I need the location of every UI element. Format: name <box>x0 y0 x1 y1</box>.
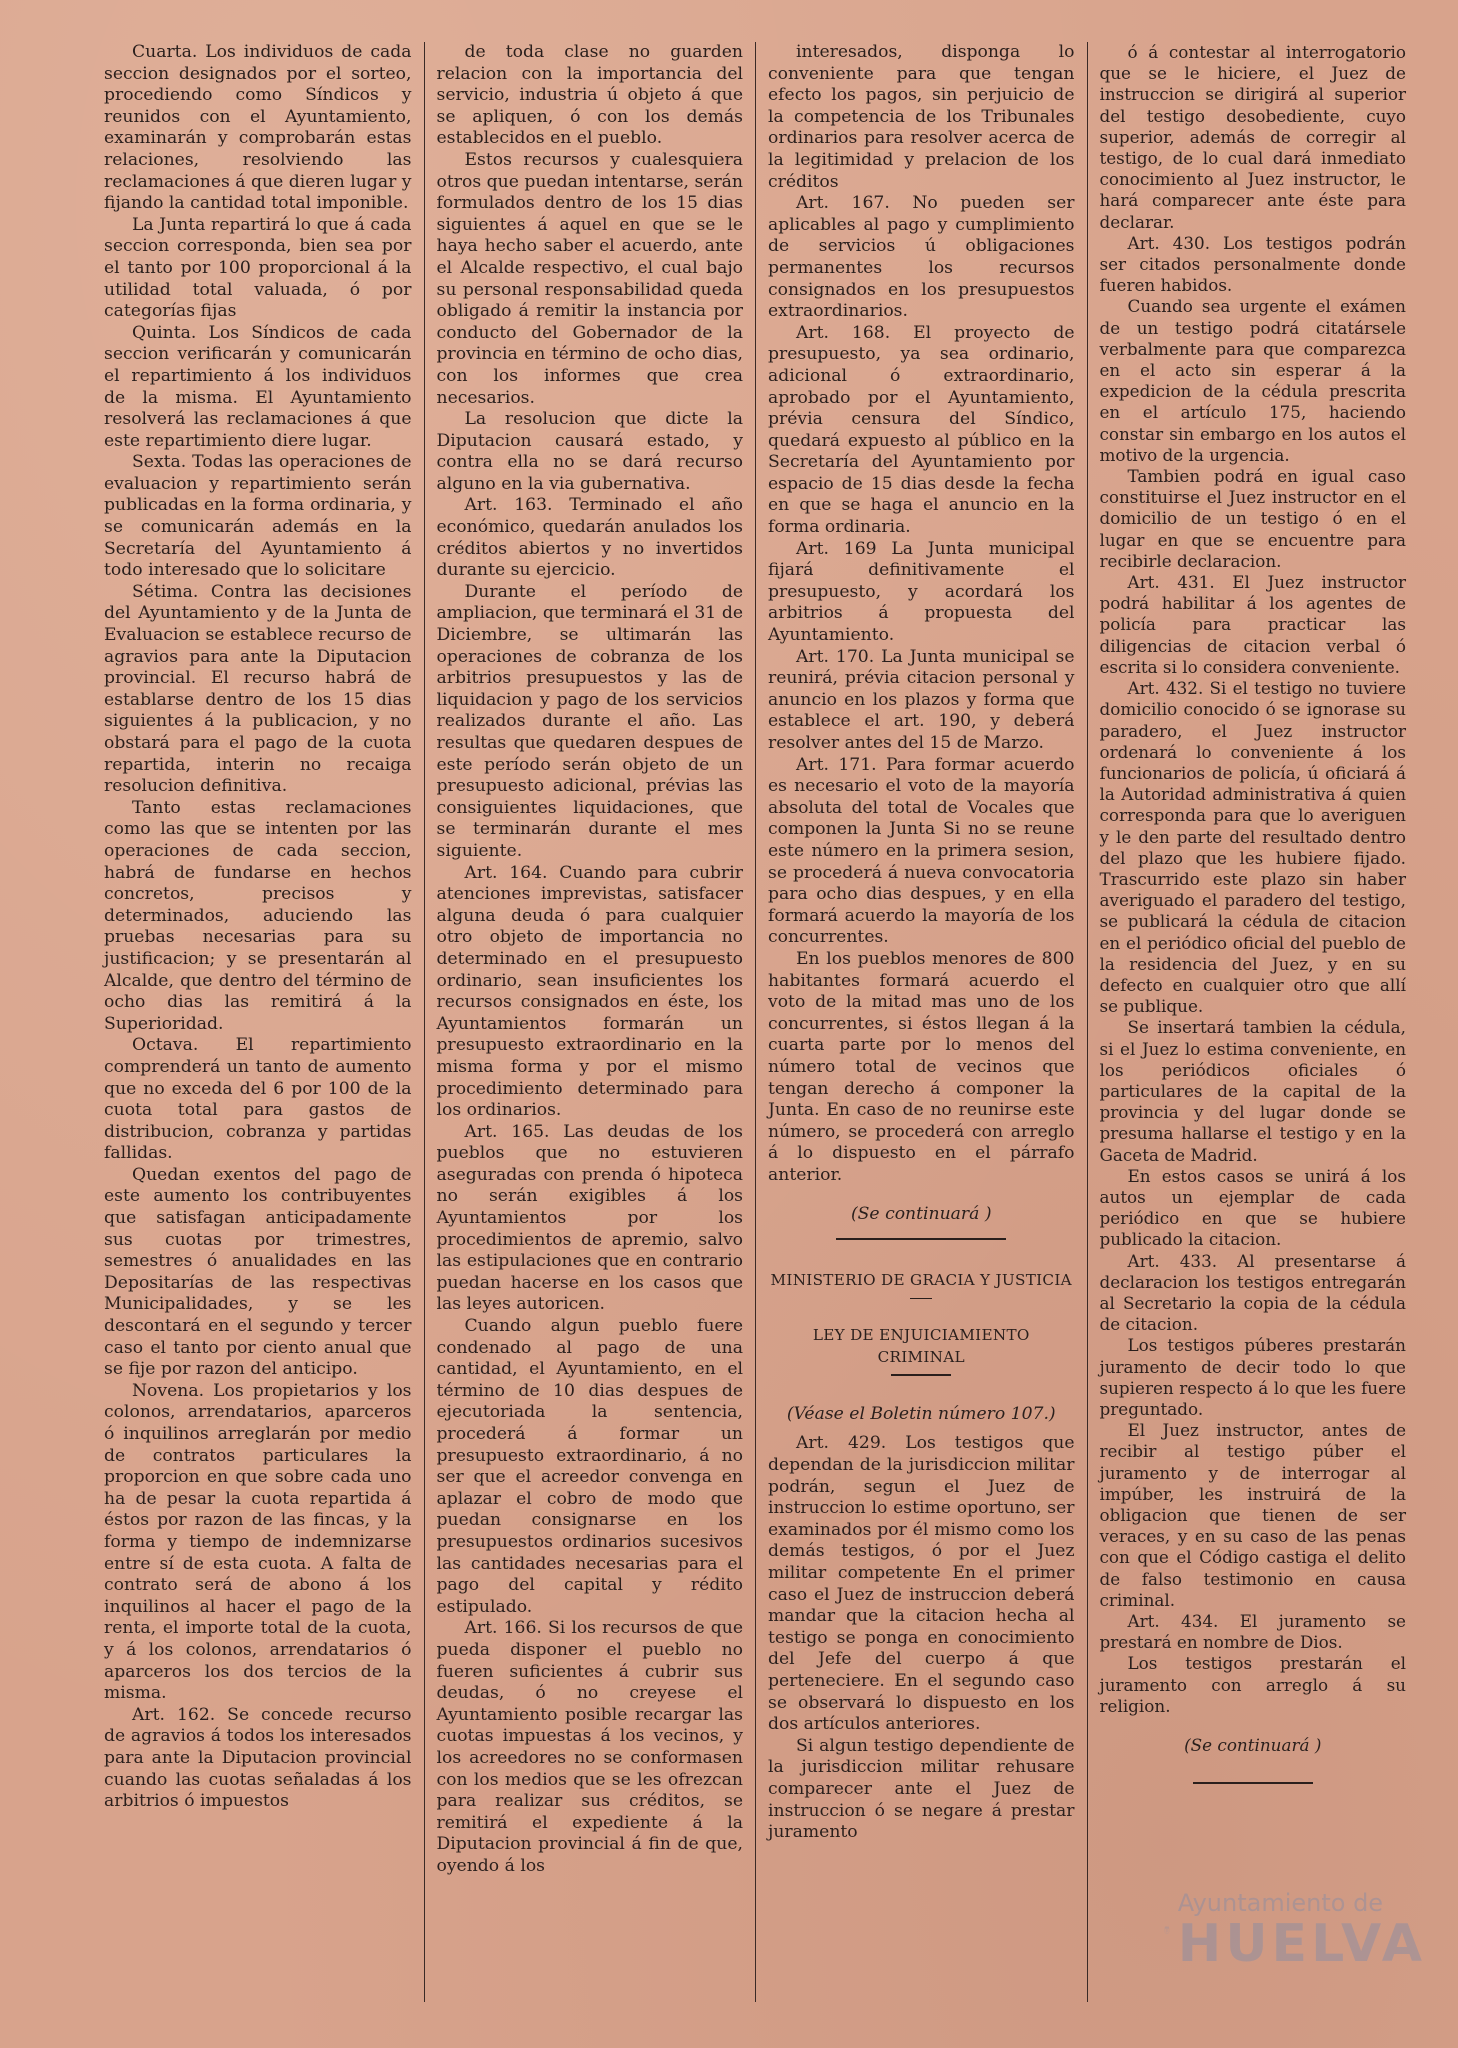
crowned-shield-icon <box>1164 1871 1170 1989</box>
paragraph: Cuando sea urgente el exámen de un testigo podrá citatársele verbalmente para que comparezca en el acto sin esperar á la expedicion de la cédula prescrita en el artículo 175, haciendo constar sin embargo en los autos el motivo de la urgencia. <box>1099 296 1406 465</box>
paragraph: Los testigos púberes prestarán juramento de decir todo lo que supieren respecto á lo que les fuere preguntado. <box>1099 1335 1406 1419</box>
watermark-line1: Ayuntamiento de <box>1177 1889 1384 1917</box>
paragraph: Art. 167. No pueden ser aplicables al pago y cumplimiento de servicios ú obligaciones permanentes los recursos consignados en los presupuestos extraordinarios. <box>768 193 1075 322</box>
paragraph: Tanto estas reclamaciones como las que se intenten por las operaciones de cada seccion, habrá de fundarse en hechos concretos, precisos y determinados, aduciendo las pruebas necesarias para su justificacion; y se presentarán al Alcalde, que dentro del término de ocho dias las remitirá á la Superioridad. <box>104 797 412 1034</box>
paragraph: Art. 163. Terminado el año económico, quedarán anulados los créditos abiertos y no invertidos durante su ejercicio. <box>436 495 743 581</box>
paragraph: Sexta. Todas las operaciones de evaluacion y repartimiento serán publicadas en la forma ordinaria, y se comunicarán además en la Secretaría del Ayuntamiento á todo interesado que lo solicitare <box>104 452 412 581</box>
paragraph: Sétima. Contra las decisiones del Ayuntamiento y de la Junta de Evaluacion se establece recurso de agravios para ante la Diputacion provincial. El recurso habrá de establarse dentro de los 15 dias siguientes á la publicacion, y no obstará para el pago de la cuota repartida, interin no recaiga resolucion definitiva. <box>104 581 412 797</box>
paragraph: Si algun testigo dependiente de la jurisdiccion militar rehusare comparecer ante el Juez de instruccion ó se negare á prestar juramento <box>768 1735 1075 1843</box>
see-note: (Véase el Boletin número 107.) <box>786 1403 1056 1424</box>
paragraph: Cuarta. Los individuos de cada seccion designados por el sorteo, procediendo como Síndicos y reunidos con el Ayuntamiento, examinarán y comprobarán estas relaciones, resolviendo las reclamaciones á que dieren lugar y fijando la cantidad total imponible. <box>104 42 412 214</box>
paragraph: Octava. El repartimiento comprenderá un tanto de aumento que no exceda del 6 por 100 de la cuota total para gastos de distribucion, cobranza y partidas fallidas. <box>104 1035 412 1164</box>
paragraph: Art. 433. Al presentarse á declaracion los testigos entregarán al Secretario la copia de la cédula de citacion. <box>1099 1250 1406 1335</box>
law-title: LEY DE ENJUICIAMIENTO CRIMINAL <box>812 1326 1030 1366</box>
paragraph: Art. 162. Se concede recurso de agravios á todos los interesados para ante la Diputacion provincial cuando las cuotas señaladas á los arbitrios ó impuestos <box>104 1704 412 1812</box>
paragraph: Art. 430. Los testigos podrán ser citados personalmente donde fueren habidos. <box>1099 232 1406 296</box>
continued-note: (Se continuará ) <box>1184 1735 1322 1756</box>
title-double-dash <box>891 1374 951 1376</box>
paragraph: ó á contestar al interrogatorio que se le hiciere, el Juez de instruccion se dirigirá al superior del testigo desobediente, cuyo superior, además de corregir al testigo, de lo cual dará inmediato conocimiento al Juez instructor, le hará comparecer ante éste para declarar. <box>1099 42 1406 232</box>
paragraph: Los testigos prestarán el juramento con arreglo á su religion. <box>1099 1653 1406 1716</box>
paragraph: Quedan exentos del pago de este aumento los contribuyentes que satisfagan anticipadamente sus cuotas por trimestres, semestres ó anualidades en las Depositarías de las respectivas Municipalidades, y se les descontará en el segundo y tercer caso el tanto por ciento anual que se fije por razon del anticipo. <box>104 1164 412 1380</box>
paragraph: Cuando algun pueblo fuere condenado al pago de una cantidad, el Ayuntamiento, en el término de 10 dias despues de ejecutoriada la sentencia, procederá á formar un presupuesto extraordinario, á no ser que el acreedor convenga en aplazar el cobro de modo que puedan consignarse en los presupuestos ordinarios sucesivos las cantidades necesarias para el pago del capital y rédito estipulado. <box>436 1316 743 1617</box>
paragraph: En estos casos se unirá á los autos un ejemplar de cada periódico en que se hubiere publicado la citacion. <box>1099 1165 1406 1250</box>
column-1 <box>92 42 424 2002</box>
paragraph: Art. 429. Los testigos que dependan de la jurisdiccion militar podrán, segun el Juez de instruccion lo estime oportuno, ser examinados por él mismo como los demás testigos, ó por el Juez militar competente En el primer caso el Juez de instruccion deberá mandar que la citacion hecha al testigo se ponga en conocimiento del Jefe del cuerpo á que perteneciere. En el segundo caso se observará lo dispuesto en los dos artículos anteriores. <box>768 1433 1075 1735</box>
paragraph: Art. 434. El juramento se prestará en nombre de Dios. <box>1099 1611 1406 1653</box>
column-3 <box>755 42 1087 2002</box>
continued-note: (Se continuará ) <box>850 1204 992 1225</box>
paragraph: Art. 168. El proyecto de presupuesto, ya sea ordinario, adicional ó extraordinario, aprobado por el Ayuntamiento, prévia censura del Síndico, quedará expuesto al público en la Secretaría del Ayuntamiento por espacio de 15 dias desde la fecha en que se haga el anuncio en la forma ordinaria. <box>768 322 1075 538</box>
section-divider <box>836 1238 1006 1240</box>
paragraph: Art. 170. La Junta municipal se reunirá, prévia citacion personal y anuncio en los plazos y forma que establece el art. 190, y deberá resolver antes del 15 de Marzo. <box>768 646 1075 753</box>
title-dash <box>910 1298 932 1300</box>
paragraph: Art. 431. El Juez instructor podrá habilitar á los agentes de policía para practicar las diligencias de citacion verbal ó escrita si lo considera conveniente. <box>1099 572 1406 677</box>
watermark <box>1164 1850 1426 2010</box>
watermark-line2: HUELVA <box>1177 1914 1426 1974</box>
paragraph: Art. 165. Las deudas de los pueblos que no estuvieren aseguradas con prenda ó hipoteca no serán exigibles á los Ayuntamientos por los procedimientos de apremio, salvo las estipulaciones que en contrario puedan hacerse en los casos que las leyes autoricen. <box>436 1121 743 1315</box>
text-columns <box>92 42 1418 2002</box>
column-2 <box>424 42 756 2002</box>
paragraph: de toda clase no guarden relacion con la importancia del servicio, industria ú objeto á que se apliquen, ó con los demás establecidos en el pueblo. <box>436 42 743 149</box>
paragraph: Quinta. Los Síndicos de cada seccion verificarán y comunicarán el repartimiento á los individuos de la misma. El Ayuntamiento resolverá las reclamaciones á que este repartimiento diere lugar. <box>104 322 412 451</box>
paragraph: El Juez instructor, antes de recibir al testigo púber el juramento y de interrogar al impúber, les instruirá de la obligacion que tienen de ser veraces, y en su caso de las penas con que el Código castiga el delito de falso testimonio en causa criminal. <box>1099 1420 1406 1610</box>
paragraph: Art. 171. Para formar acuerdo es necesario el voto de la mayoría absoluta del total de Vocales que componen la Junta Si no se reune este número en la primera sesion, se procederá á nueva convocatoria para ocho dias despues, y en ella formará acuerdo la mayoría de los concurrentes. <box>768 754 1075 948</box>
section-title: MINISTERIO DE GRACIA Y JUSTICIA <box>770 1271 1072 1290</box>
paragraph: Art. 164. Cuando para cubrir atenciones imprevistas, satisfacer alguna deuda ó para cualquier otro objeto de importancia no determinado en el presupuesto ordinario, sean insuficientes los recursos consignados en éste, los Ayuntamientos formarán un presupuesto extraordinario en la misma forma y por el mismo procedimiento determinado para los ordinarios. <box>436 862 743 1121</box>
paragraph: Art. 166. Si los recursos de que pueda disponer el pueblo no fueren suficientes á cubrir sus deudas, ó no creyese el Ayuntamiento posible recargar las cuotas impuestas á los vecinos, y los acreedores no se conformasen con los medios que se les ofrezcan para realizar sus créditos, se remitirá el expediente á la Diputacion provincial á fin de que, oyendo á los <box>436 1618 743 1876</box>
paragraph: Tambien podrá en igual caso constituirse el Juez instructor en el domicilio de un testigo ó en el lugar en que se encuentre para recibirle declaracion. <box>1099 466 1406 571</box>
end-divider <box>1193 1782 1313 1784</box>
paragraph: Art. 432. Si el testigo no tuviere domicilio conocido ó se ignorase su paradero, el Juez instructor ordenará lo conveniente á los funcionarios de policía, ú oficiará á la Autoridad administrativa á quien corresponda para que lo averiguen y le den parte del resultado dentro del plazo que les hubiere fijado. Trascurrido este plazo sin haber averiguado el paradero del testigo, se publicará la cédula de citacion en el periódico oficial del pueblo de la residencia del Juez, y en su defecto en cualquier otro que allí se publique. <box>1099 678 1406 1017</box>
paragraph: Durante el período de ampliacion, que terminará el 31 de Diciembre, se ultimarán las operaciones de cobranza de los arbitrios presupuestos y las de liquidacion y pago de los servicios realizados durante el año. Las resultas que quedaren despues de este período serán objeto de un presupuesto adicional, prévias las consiguientes liquidaciones, que se terminarán durante el mes siguiente. <box>436 581 743 861</box>
column-4 <box>1087 42 1419 2002</box>
paragraph: En los pueblos menores de 800 habitantes formará acuerdo el voto de la mitad mas uno de los concurrentes, si éstos llegan á la cuarta parte por lo menos del número total de vecinos que tengan derecho á componer la Junta. En caso de no reunirse este número, se procederá con arreglo á lo dispuesto en el párrafo anterior. <box>768 948 1075 1185</box>
paragraph: La resolucion que dicte la Diputacion causará estado, y contra ella no se dará recurso alguno en la via gubernativa. <box>436 409 743 494</box>
paragraph: Novena. Los propietarios y los colonos, arrendatarios, aparceros ó inquilinos arreglarán por medio de contratos particulares la proporcion en que sobre cada uno ha de pesar la cuota repartida á éstos por razon de las fincas, y la forma y tiempo de indemnizarse entre sí de esta cuota. A falta de contrato será de abono á los inquilinos al hacer el pago de la renta, el importe total de la cuota, y á los colonos, arrendatarios ó aparceros los dos tercios de la misma. <box>104 1380 412 1704</box>
paragraph: Art. 169 La Junta municipal fijará definitivamente el presupuesto, y acordará los arbitrios á propuesta del Ayuntamiento. <box>768 538 1075 646</box>
paragraph: La Junta repartirá lo que á cada seccion corresponda, bien sea por el tanto por 100 proporcional á la utilidad total valuada, ó por categorías fijas <box>104 214 412 322</box>
paragraph: interesados, disponga lo conveniente para que tengan efecto los pagos, sin perjuicio de la competencia de los Tribunales ordinarios para resolver acerca de la legitimidad y prelacion de los créditos <box>768 42 1075 192</box>
paragraph: Se insertará tambien la cédula, si el Juez lo estima conveniente, en los periódicos oficiales ó particulares de la capital de la provincia y del lugar donde se presuma hallarse el testigo y en la Gaceta de Madrid. <box>1099 1017 1406 1165</box>
paragraph: Estos recursos y cualesquiera otros que puedan intentarse, serán formulados dentro de los 15 dias siguientes á aquel en que se le haya hecho saber el acuerdo, ante el Alcalde respectivo, el cual bajo su personal responsabilidad queda obligado á remitir la instancia por conducto del Gobernador de la provincia en término de ocho dias, con los informes que crea necesarios. <box>436 149 743 408</box>
